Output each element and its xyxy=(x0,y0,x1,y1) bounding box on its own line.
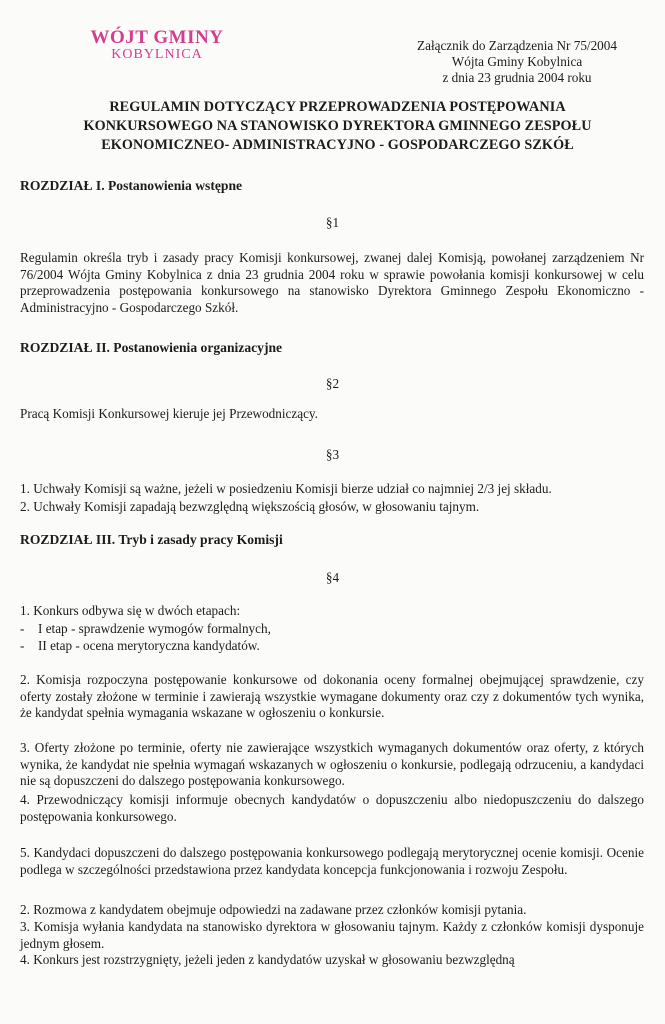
stage-2-line xyxy=(20,638,260,654)
dash-bullet: - xyxy=(20,621,25,636)
dash-bullet: - xyxy=(20,638,25,653)
list-item-2: 2. Komisja rozpoczyna postępowanie konkursowe od dokonania oceny formalnej obejmującej sprawdzenie, czy oferty zostały złożone w terminie i zawierają wszystkie wymagane dokumenty oraz czy z dokumentów tych wynika, że kandydat spełnia wymagania wskazane w ogłoszeniu o konkursie. xyxy=(20,672,644,721)
wojt-stamp xyxy=(72,28,242,63)
stage-1-text: I etap - sprawdzenie wymogów formalnych, xyxy=(38,621,271,636)
title-line-2: KONKURSOWEGO NA STANOWISKO DYREKTORA GMINNEGO ZESPOŁU xyxy=(83,118,592,134)
paragraph-1-text: Regulamin określa tryb i zasady pracy Komisji konkursowej, zwanej dalej Komisją, powołanej zarządzeniem Nr 76/2004 Wójta Gminy Kobylnica z dnia 23 grudnia 2004 roku w sprawie powołania komisji konkursowej w celu przeprowadzenia postępowania konkursowego na stanowisko Dyrektora Gminnego Zespołu Ekonomiczno - Administracyjno - Gospodarczego Szkół. xyxy=(20,250,644,315)
paragraph-3-mark: §3 xyxy=(325,447,340,462)
header-line-3: z dnia 23 grudnia 2004 roku xyxy=(442,70,592,85)
list-item-8: 4. Konkurs jest rozstrzygnięty, jeżeli jeden z kandydatów uzyskał w głosowaniu bezwzględną xyxy=(20,952,515,967)
paragraph-2-mark: §2 xyxy=(325,376,340,391)
stage-2-text: II etap - ocena merytoryczna kandydatów. xyxy=(38,638,260,653)
document-title xyxy=(30,98,645,155)
paragraph-2-text: Pracą Komisji Konkursowej kieruje jej Przewodniczący. xyxy=(20,406,318,421)
title-line-1: REGULAMIN DOTYCZĄCY PRZEPROWADZENIA POSTĘPOWANIA xyxy=(109,99,566,115)
list-item-3: 3. Oferty złożone po terminie, oferty nie zawierające wszystkich wymaganych dokumentów oraz oferty, z których wynika, że kandydat nie spełnia wymagań wskazanych w ogłoszeniu o konkursie, podlegają odrzuceniu, a kandydaci nie są dopuszczeni do dalszego postępowania konkursowego. xyxy=(20,740,644,789)
list-item-4: 4. Przewodniczący komisji informuje obecnych kandydatów o dopuszczeniu albo niedopuszczeniu do dalszego postępowania konkursowego. xyxy=(20,792,644,824)
title-line-3: EKONOMICZNEO- ADMINISTRACYJNO - GOSPODARCZEGO SZKÓŁ xyxy=(101,137,574,153)
paragraph-1-mark: §1 xyxy=(325,215,340,230)
header-line-2: Wójta Gminy Kobylnica xyxy=(451,54,583,69)
paragraph-4-mark: §4 xyxy=(325,570,340,585)
chapter-2-heading: ROZDZIAŁ II. Postanowienia organizacyjne xyxy=(20,340,283,355)
stamp-line-1: WÓJT GMINY xyxy=(90,27,224,48)
chapter-1-heading: ROZDZIAŁ I. Postanowienia wstępne xyxy=(20,178,243,193)
header-line-1: Załącznik do Zarządzenia Nr 75/2004 xyxy=(417,38,617,53)
list-item-5: 5. Kandydaci dopuszczeni do dalszego postępowania konkursowego podlegają merytorycznej ocenie komisji. Ocenie podlega w szczególności przedstawiona przez kandydata koncepcja funkcjonowania i rozwoju Zespołu. xyxy=(20,845,644,877)
list-item-1: 1. Konkurs odbywa się w dwóch etapach: xyxy=(20,603,241,618)
stamp-line-2: KOBYLNICA xyxy=(111,46,203,62)
document-header xyxy=(387,38,647,86)
paragraph-3-item-1: 1. Uchwały Komisji są ważne, jeżeli w posiedzeniu Komisji bierze udział co najmniej 2/3 jej składu. xyxy=(20,481,552,496)
chapter-3-heading: ROZDZIAŁ III. Tryb i zasady pracy Komisji xyxy=(20,532,283,547)
stage-1-line xyxy=(20,621,271,637)
paragraph-3-item-2: 2. Uchwały Komisji zapadają bezwzględną większością głosów, w głosowaniu tajnym. xyxy=(20,499,480,514)
list-item-7: 3. Komisja wyłania kandydata na stanowisko dyrektora w głosowaniu tajnym. Każdy z członków komisji dysponuje jednym głosem. xyxy=(20,919,644,951)
list-item-6: 2. Rozmowa z kandydatem obejmuje odpowiedzi na zadawane przez członków komisji pytania. xyxy=(20,902,527,917)
